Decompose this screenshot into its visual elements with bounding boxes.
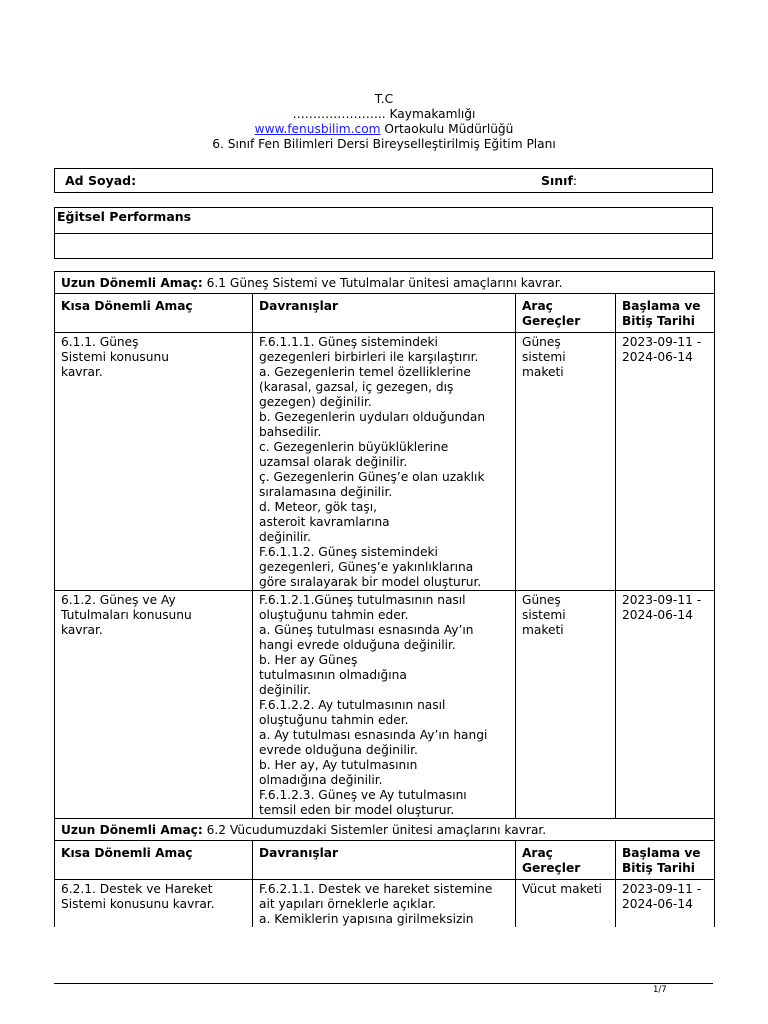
performance-title: Eğitsel Performans	[57, 209, 192, 224]
col-short-goal: Kısa Dönemli Amaç	[55, 841, 253, 880]
tools-cell: Vücut maketi	[516, 880, 616, 928]
short-goal-cell: 6.1.1. Güneş Sistemi konusunu kavrar.	[55, 333, 253, 591]
goal-text: 6.2 Vücudumuzdaki Sistemler ünitesi amaçlarını kavrar.	[206, 823, 547, 837]
performance-header-row	[55, 208, 712, 234]
column-header-row	[55, 294, 715, 333]
header-tc: T.C	[374, 92, 394, 106]
class-label-text: Sınıf	[541, 173, 573, 188]
header-school	[0, 122, 768, 137]
document-header	[0, 92, 768, 152]
school-rest: Ortaokulu Müdürlüğü	[384, 122, 514, 136]
page-number: 1/7	[653, 985, 667, 995]
long-term-goal-cell	[55, 819, 715, 841]
student-info-box	[54, 168, 713, 193]
document-title: 6. Sınıf Fen Bilimleri Dersi Bireyselleştirilmiş Eğitim Planı	[212, 137, 556, 151]
school-link[interactable]: www.fenusbilim.com	[254, 122, 381, 136]
class-label	[541, 173, 577, 188]
tools-cell: Güneş sistemi maketi	[516, 591, 616, 819]
dates-cell: 2023-09-11 - 2024-06-14	[616, 333, 715, 591]
table-row	[55, 333, 715, 591]
long-term-goal-row	[55, 272, 715, 294]
col-dates: Başlama ve Bitiş Tarihi	[616, 294, 715, 333]
column-header-row	[55, 841, 715, 880]
long-term-goal-cell	[55, 272, 715, 294]
short-goal-cell: 6.2.1. Destek ve Hareket Sistemi konusunu kavrar.	[55, 880, 253, 928]
col-tools: Araç Gereçler	[516, 294, 616, 333]
dates-cell: 2023-09-11 - 2024-06-14	[616, 591, 715, 819]
name-label: Ad Soyad:	[65, 173, 137, 188]
table-row	[55, 880, 715, 928]
behaviors-cell: F.6.2.1.1. Destek ve hareket sistemine ait yapıları örneklerle açıklar. a. Kemiklerin yapısına girilmeksizin	[253, 880, 516, 928]
footer-divider	[54, 983, 713, 984]
short-goal-cell: 6.1.2. Güneş ve Ay Tutulmaları konusunu kavrar.	[55, 591, 253, 819]
behaviors-cell: F.6.1.1.1. Güneş sistemindeki gezegenleri birbirleri ile karşılaştırır. a. Gezegenlerin temel özelliklerine (karasal, gazsal, iç gezegen, dış gezegen) değinilir. b. Gezegenlerin uyduları olduğundan bahsedilir. c. Gezegenlerin büyüklüklerine uzamsal olarak değinilir. ç. Gezegenlerin Güneş’e olan uzaklık sıralamasına değinilir. d. Meteor, gök taşı, asteroit kavramlarına değinilir. F.6.1.1.2. Güneş sistemindeki gezegenleri, Güneş’e yakınlıklarına göre sıralayarak bir model oluşturur.	[253, 333, 516, 591]
education-plan-table	[54, 271, 715, 927]
col-behaviors: Davranışlar	[253, 841, 516, 880]
dates-cell: 2023-09-11 - 2024-06-14	[616, 880, 715, 928]
performance-box	[54, 207, 713, 259]
goal-text: 6.1 Güneş Sistemi ve Tutulmalar ünitesi amaçlarını kavrar.	[206, 276, 563, 290]
goal-label: Uzun Dönemli Amaç:	[61, 276, 203, 290]
header-district: ………………….. Kaymakamlığı	[292, 107, 476, 121]
col-short-goal: Kısa Dönemli Amaç	[55, 294, 253, 333]
long-term-goal-row	[55, 819, 715, 841]
col-dates: Başlama ve Bitiş Tarihi	[616, 841, 715, 880]
class-label-colon: :	[572, 173, 578, 188]
col-behaviors: Davranışlar	[253, 294, 516, 333]
table-row	[55, 591, 715, 819]
goal-label: Uzun Dönemli Amaç:	[61, 823, 203, 837]
col-tools: Araç Gereçler	[516, 841, 616, 880]
tools-cell: Güneş sistemi maketi	[516, 333, 616, 591]
behaviors-cell: F.6.1.2.1.Güneş tutulmasının nasıl oluştuğunu tahmin eder. a. Güneş tutulması esnasında Ay’ın hangi evrede olduğuna değinilir. b. Her ay Güneş tutulmasının olmadığına değinilir. F.6.1.2.2. Ay tutulmasının nasıl oluştuğunu tahmin eder. a. Ay tutulması esnasında Ay’ın hangi evrede olduğuna değinilir. b. Her ay, Ay tutulmasının olmadığına değinilir. F.6.1.2.3. Güneş ve Ay tutulmasını temsil eden bir model oluşturur.	[253, 591, 516, 819]
